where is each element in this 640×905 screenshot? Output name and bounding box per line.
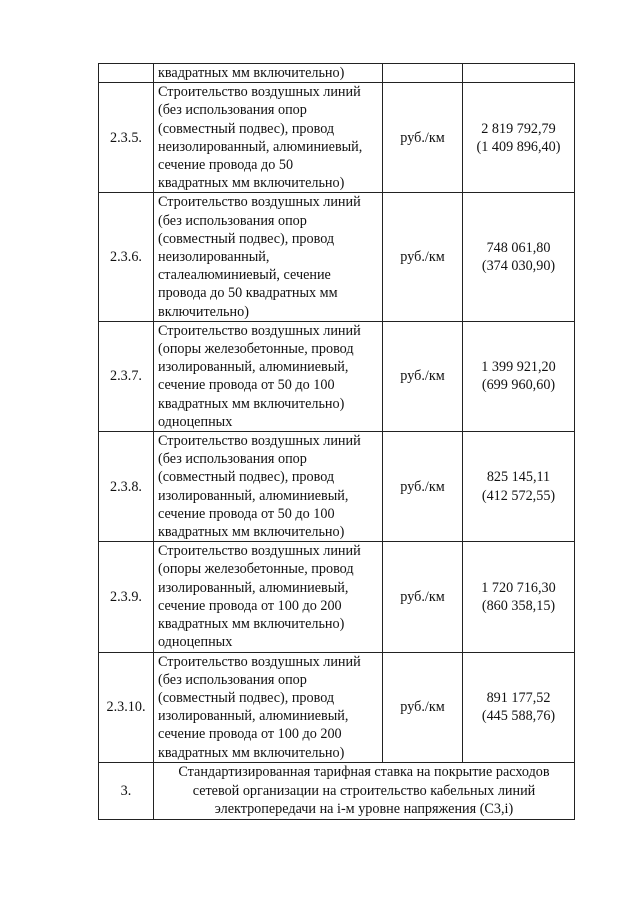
tariff-value: 825 145,11 bbox=[486, 469, 551, 486]
description-line: изолированный, алюминиевый, bbox=[158, 359, 349, 376]
table-row bbox=[99, 542, 575, 652]
tariff-value: 2 819 792,79 bbox=[481, 120, 556, 137]
description-line: сечение провода от 50 до 100 bbox=[158, 377, 335, 394]
row-number-cell bbox=[99, 64, 154, 83]
table-row bbox=[99, 193, 575, 321]
row-description-cell bbox=[154, 432, 383, 542]
row-number-cell: 2.3.5. bbox=[99, 83, 154, 193]
description-line: (совместный подвес), провод bbox=[158, 120, 335, 137]
tariff-value-parenthetical: (445 588,76) bbox=[481, 708, 556, 725]
description-line: (совместный подвес), провод bbox=[158, 230, 335, 247]
tariff-value: 748 061,80 bbox=[486, 239, 551, 256]
row-unit-cell bbox=[383, 64, 463, 83]
description-line: сечение провода от 100 до 200 bbox=[158, 726, 342, 743]
tariff-value: 891 177,52 bbox=[486, 689, 551, 706]
section-title-line: электропередачи на i-м уровне напряжения (С3,i) bbox=[214, 800, 514, 817]
row-description-cell bbox=[154, 321, 383, 431]
section-title-line: сетевой организации на строительство кабельных линий bbox=[192, 782, 536, 799]
description-line: квадратных мм включительно) bbox=[158, 744, 345, 761]
description-line: квадратных мм включительно) bbox=[158, 524, 345, 541]
description-line: изолированный, алюминиевый, bbox=[158, 708, 349, 725]
tariff-table-body bbox=[99, 64, 575, 820]
row-description-cell bbox=[154, 542, 383, 652]
tariff-value: 1 720 716,30 bbox=[481, 579, 556, 596]
description-line: сечение провода от 50 до 100 bbox=[158, 505, 335, 522]
section-number-cell: 3. bbox=[99, 762, 154, 819]
description-line: (без использования опор bbox=[158, 451, 307, 468]
description-line: (совместный подвес), провод bbox=[158, 689, 335, 706]
description-line: (без использования опор bbox=[158, 212, 307, 229]
tariff-value-parenthetical: (412 572,55) bbox=[481, 487, 556, 504]
tariff-value-parenthetical: (860 358,15) bbox=[481, 597, 556, 614]
table-row-continuation bbox=[99, 64, 575, 83]
description-line: Строительство воздушных линий bbox=[158, 653, 361, 670]
table-row bbox=[99, 83, 575, 193]
row-description-cell bbox=[154, 652, 383, 762]
description-line: квадратных мм включительно) bbox=[158, 616, 345, 633]
row-value-cell bbox=[463, 193, 575, 321]
description-line: квадратных мм включительно) bbox=[158, 395, 345, 412]
description-line: изолированный, алюминиевый, bbox=[158, 579, 349, 596]
row-number-cell: 2.3.10. bbox=[99, 652, 154, 762]
row-unit-cell: руб./км bbox=[383, 432, 463, 542]
row-number-cell: 2.3.9. bbox=[99, 542, 154, 652]
row-unit-cell: руб./км bbox=[383, 321, 463, 431]
description-line: изолированный, алюминиевый, bbox=[158, 487, 349, 504]
row-number-cell: 2.3.8. bbox=[99, 432, 154, 542]
row-description-cell bbox=[154, 83, 383, 193]
description-line: одноцепных bbox=[158, 413, 233, 430]
tariff-value-parenthetical: (374 030,90) bbox=[481, 258, 556, 275]
description-line: (опоры железобетонные, провод bbox=[158, 341, 354, 358]
description-line: Строительство воздушных линий bbox=[158, 194, 361, 211]
description-line: провода до 50 квадратных мм bbox=[158, 285, 338, 302]
tariff-value: 1 399 921,20 bbox=[481, 359, 556, 376]
description-line: включительно) bbox=[158, 303, 249, 320]
description-line: квадратных мм включительно) bbox=[158, 175, 345, 192]
row-number-cell: 2.3.7. bbox=[99, 321, 154, 431]
description-line: (опоры железобетонные, провод bbox=[158, 561, 354, 578]
section-title-line: Стандартизированная тарифная ставка на покрытие расходов bbox=[178, 764, 550, 781]
description-line: Строительство воздушных линий bbox=[158, 543, 361, 560]
row-number-cell: 2.3.6. bbox=[99, 193, 154, 321]
row-value-cell bbox=[463, 432, 575, 542]
description-line: неизолированный, bbox=[158, 249, 270, 266]
row-unit-cell: руб./км bbox=[383, 652, 463, 762]
table-row bbox=[99, 321, 575, 431]
row-value-cell bbox=[463, 83, 575, 193]
description-line: Строительство воздушных линий bbox=[158, 433, 361, 450]
description-line: сечение провода до 50 bbox=[158, 157, 294, 174]
description-line: одноцепных bbox=[158, 634, 233, 651]
table-row bbox=[99, 652, 575, 762]
description-line: квадратных мм включительно) bbox=[158, 65, 345, 81]
row-unit-cell: руб./км bbox=[383, 83, 463, 193]
row-value-cell bbox=[463, 652, 575, 762]
description-line: сечение провода от 100 до 200 bbox=[158, 597, 342, 614]
description-line: (без использования опор bbox=[158, 102, 307, 119]
row-value-cell bbox=[463, 542, 575, 652]
description-line: Строительство воздушных линий bbox=[158, 322, 361, 339]
tariff-value-parenthetical: (699 960,60) bbox=[481, 377, 556, 394]
row-unit-cell: руб./км bbox=[383, 193, 463, 321]
section-row bbox=[99, 762, 575, 819]
section-title-cell bbox=[154, 762, 575, 819]
row-value-cell bbox=[463, 321, 575, 431]
tariff-table bbox=[98, 63, 575, 820]
description-line: Строительство воздушных линий bbox=[158, 84, 361, 101]
row-value-cell bbox=[463, 64, 575, 83]
row-description-cell bbox=[154, 64, 383, 83]
description-line: (совместный подвес), провод bbox=[158, 469, 335, 486]
row-description-cell bbox=[154, 193, 383, 321]
tariff-value-parenthetical: (1 409 896,40) bbox=[476, 138, 561, 155]
row-unit-cell: руб./км bbox=[383, 542, 463, 652]
description-line: неизолированный, алюминиевый, bbox=[158, 138, 363, 155]
description-line: сталеалюминиевый, сечение bbox=[158, 267, 331, 284]
description-line: (без использования опор bbox=[158, 671, 307, 688]
table-row bbox=[99, 432, 575, 542]
